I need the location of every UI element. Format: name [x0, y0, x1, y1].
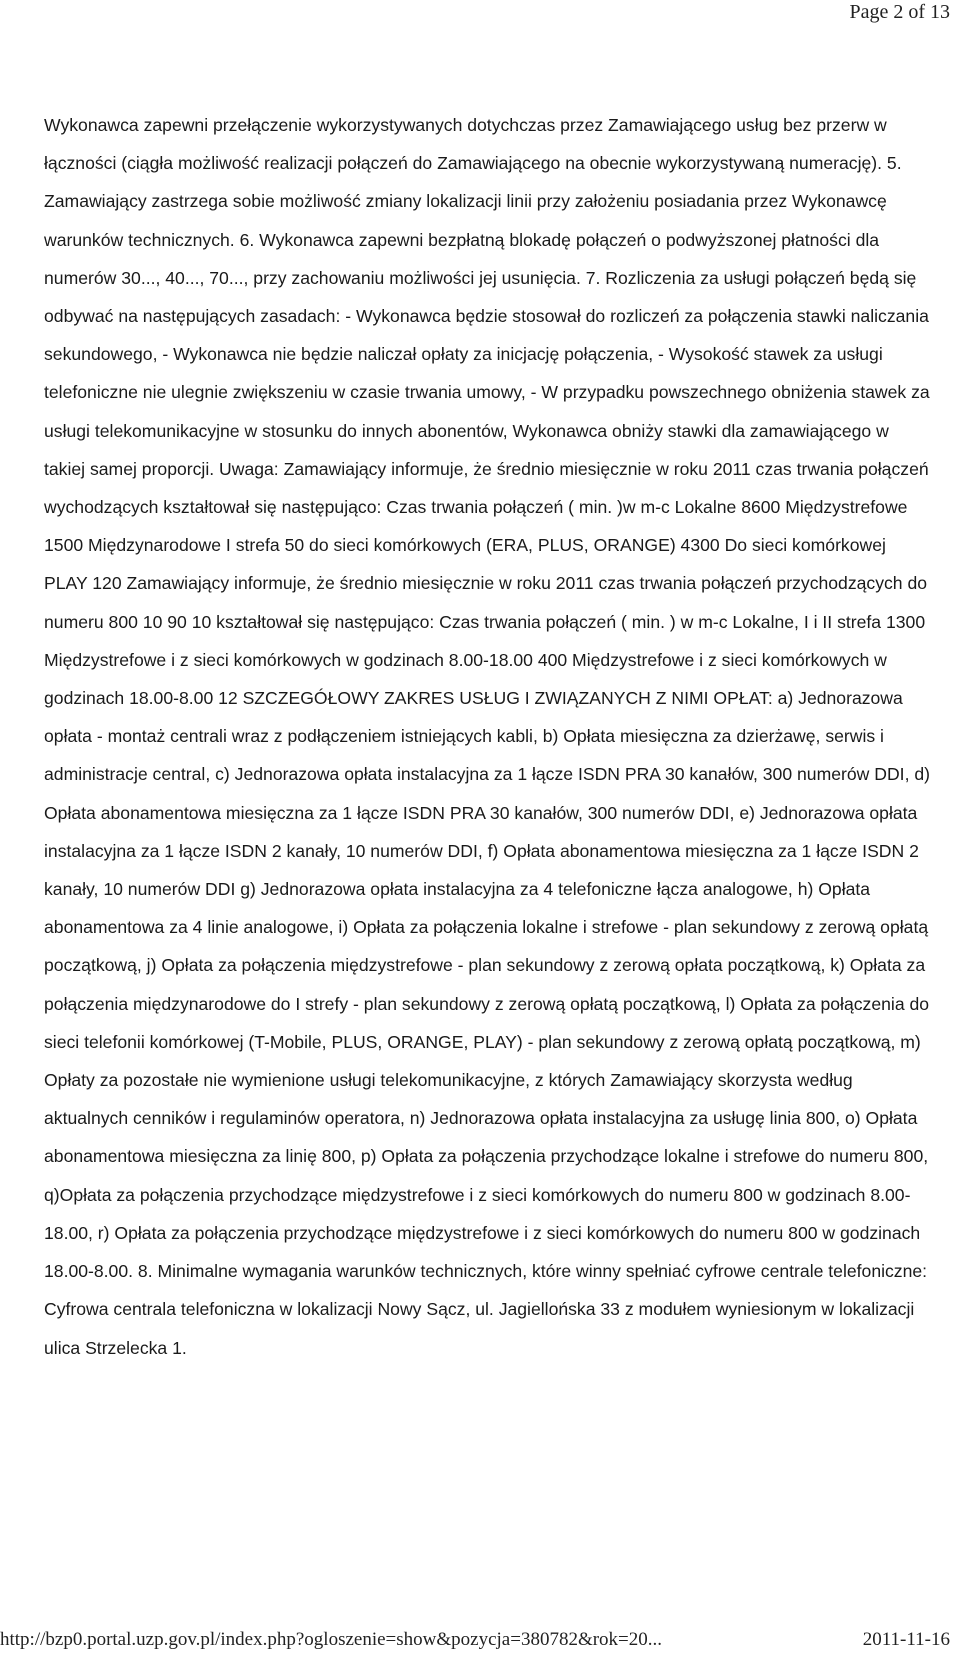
body-paragraph: Wykonawca zapewni przełączenie wykorzystywanych dotychczas przez Zamawiającego usług bez przerw w łączności (ciągła możliwość realizacji połączeń do Zamawiającego na obecnie wykorzystywaną numerację). 5. Zamawiający zastrzega sobie możliwość zmiany lokalizacji linii przy założeniu posiadania przez Wykonawcę warunków technicznych. 6. Wykonawca zapewni bezpłatną blokadę połączeń o podwyższonej płatności dla numerów 30..., 40..., 70..., przy zachowaniu możliwości jej usunięcia. 7. Rozliczenia za usługi połączeń będą się odbywać na następujących zasadach: - Wykonawca będzie stosował do rozliczeń za połączenia stawki naliczania sekundowego, - Wykonawca nie będzie naliczał opłaty za inicjację połączenia, - Wysokość stawek za usługi telefoniczne nie ulegnie zwiększeniu w czasie trwania umowy, - W przypadku powszechnego obniżenia stawek za usługi telekomunikacyjne w stosunku do innych abonentów, Wykonawca obniży stawki dla zamawiającego w takiej samej proporcji. Uwaga: Zamawiający informuje, że średnio miesięcznie w roku 2011 czas trwania połączeń wychodzących kształtował się następująco: Czas trwania połączeń ( min. )w m-c Lokalne 8600 Międzystrefowe 1500 Międzynarodowe I strefa 50 do sieci komórkowych (ERA, PLUS, ORANGE) 4300 Do sieci komórkowej PLAY 120 Zamawiający informuje, że średnio miesięcznie w roku 2011 czas trwania połączeń przychodzących do numeru 800 10 90 10 kształtował się następująco: Czas trwania połączeń ( min. ) w m-c Lokalne, I i II strefa 1300 Międzystrefowe i z sieci komórkowych w godzinach 8.00-18.00 400 Międzystrefowe i z sieci komórkowych w godzinach 18.00-8.00 12 SZCZEGÓŁOWY ZAKRES USŁUG I ZWIĄZANYCH Z NIMI OPŁAT: a) Jednorazowa opłata - montaż centrali wraz z podłączeniem istniejących kabli, b) Opłata miesięczna za dzierżawę, serwis i administracje central, c) Jednorazowa opłata instalacyjna za 1 łącze ISDN PRA 30 kanałów, 300 numerów DDI, d) Opłata abonamentowa miesięczna za 1 łącze ISDN PRA 30 kanałów, 300 numerów DDI, e) Jednorazowa opłata instalacyjna za 1 łącze ISDN 2 kanały, 10 numerów DDI, f) Opłata abonamentowa miesięczna za 1 łącze ISDN 2 kanały, 10 numerów DDI g) Jednorazowa opłata instalacyjna za 4 telefoniczne łącza analogowe, h) Opłata abonamentowa za 4 linie analogowe, i) Opłata za połączenia lokalne i strefowe - plan sekundowy z zerową opłatą początkową, j) Opłata za połączenia międzystrefowe - plan sekundowy z zerową opłata początkową, k) Opłata za połączenia międzynarodowe do I strefy - plan sekundowy z zerową opłatą początkową, l) Opłata za połączenia do sieci telefonii komórkowej (T-Mobile, PLUS, ORANGE, PLAY) - plan sekundowy z zerową opłatą początkową, m) Opłaty za pozostałe nie wymienione usługi telekomunikacyjne, z których Zamawiający skorzysta według aktualnych cenników i regulaminów operatora, n) Jednorazowa opłata instalacyjna za usługę linia 800, o) Opłata abonamentowa miesięczna za linię 800, p) Opłata za połączenia przychodzące lokalne i strefowe do numeru 800, q)Opłata za połączenia przychodzące międzystrefowe i z sieci komórkowych do numeru 800 w godzinach 8.00-18.00, r) Opłata za połączenia przychodzące międzystrefowe i z sieci komórkowych do numeru 800 w godzinach 18.00-8.00. 8. Minimalne wymagania warunków technicznych, które winny spełniać cyfrowe centrale telefoniczne: Cyfrowa centrala telefoniczna w lokalizacji Nowy Sącz, ul. Jagiellońska 33 z modułem wyniesionym w lokalizacji ulica Strzelecka 1. — [44, 115, 930, 1358]
page-footer — [0, 1626, 960, 1654]
page-number: Page 2 of 13 — [849, 1, 950, 23]
footer-url: http://bzp0.portal.uzp.gov.pl/index.php?ogloszenie=show&pozycja=380782&rok=20... — [0, 1629, 663, 1650]
footer-date: 2011-11-16 — [862, 1629, 950, 1650]
